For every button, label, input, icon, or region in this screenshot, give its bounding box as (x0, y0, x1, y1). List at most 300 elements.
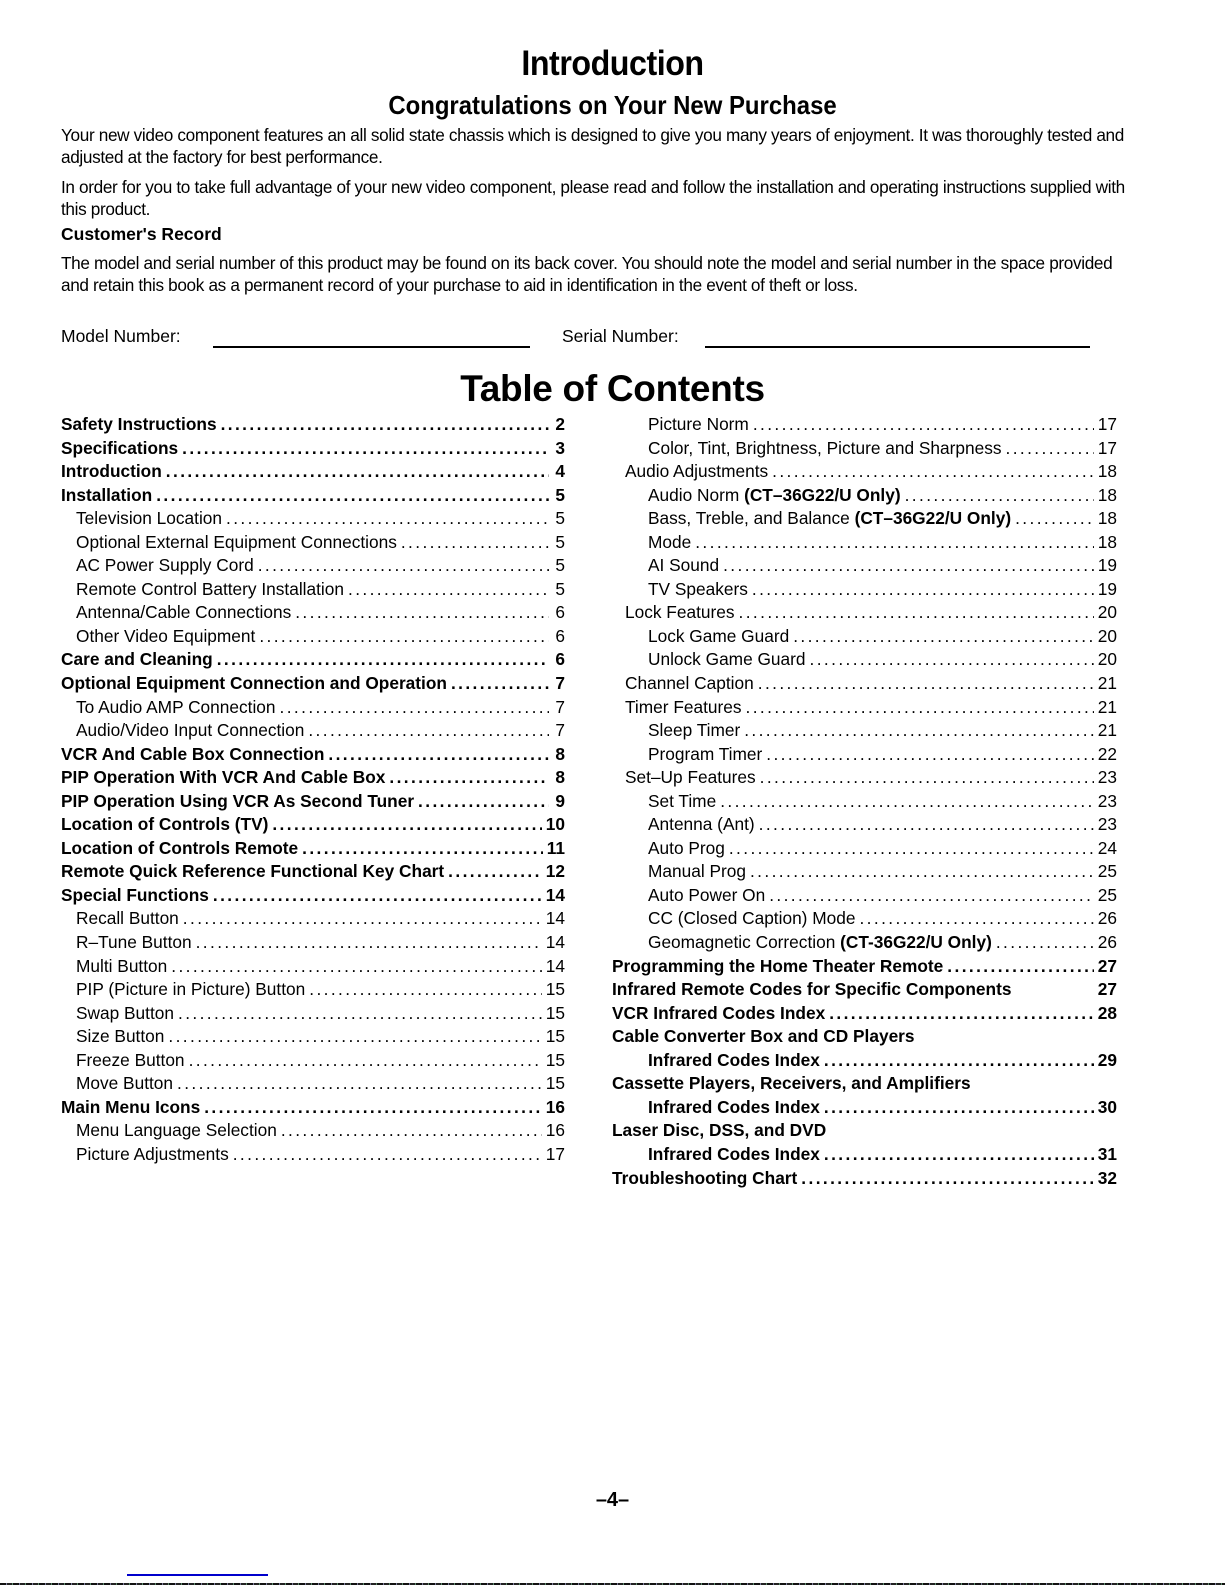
toc-entry (61, 602, 565, 626)
toc-entry-label (648, 438, 1002, 459)
toc-entry-label (648, 744, 762, 765)
toc-entry (61, 461, 565, 485)
toc-entry (61, 1026, 565, 1050)
toc-entry-title: TV Speakers (648, 578, 748, 599)
toc-entry-label (648, 579, 748, 600)
dot-leader (772, 461, 1094, 482)
toc-entry-page: 6 (555, 602, 565, 623)
toc-entry-title: Timer Features (625, 696, 742, 717)
dot-leader (258, 555, 549, 576)
toc-entry (61, 744, 565, 768)
toc-entry-title: Audio Adjustments (625, 461, 769, 482)
toc-entry-title: Unlock Game Guard (648, 649, 806, 670)
toc-entry-label (76, 979, 305, 1000)
toc-entry-title: Size Button (76, 1026, 165, 1047)
toc-entry-title: Laser Disc, DSS, and DVD (612, 1120, 827, 1141)
toc-entry-page: 18 (1097, 531, 1117, 552)
toc-entry (61, 438, 565, 462)
toc-entry-title: Manual Prog (648, 861, 746, 882)
dot-leader (947, 956, 1093, 977)
toc-entry (61, 1003, 565, 1027)
page-number: –4– (595, 1489, 630, 1511)
toc-entry (61, 885, 565, 909)
toc-entry-title: AC Power Supply Cord (76, 555, 254, 576)
dot-leader (1015, 508, 1094, 529)
toc-entry-page: 21 (1097, 720, 1117, 741)
toc-entry-title: Freeze Button (76, 1049, 185, 1070)
intro-paragraph-3: The model and serial number of this product may be found on its back cover. You should note the model and serial number in the space provided and retain this book as a permanent record of your purchase to aid in identification in the event of theft or loss. (61, 253, 1113, 295)
toc-entry (61, 414, 565, 438)
toc-entry (612, 956, 1117, 980)
toc-entry-page: 14 (545, 884, 565, 905)
dot-leader (824, 1050, 1094, 1071)
toc-entry-title: Auto Power On (648, 884, 766, 905)
dot-leader (753, 414, 1094, 435)
dot-leader (723, 555, 1094, 576)
toc-entry-label (648, 555, 719, 576)
toc-entry-title: To Audio AMP Connection (76, 696, 276, 717)
intro-paragraph-2: In order for you to take full advantage of your new video component, please read and follow the installation and operating instructions supplied with this product. (61, 177, 1125, 219)
toc-entry-page: 17 (1097, 437, 1117, 458)
toc-entry (61, 532, 565, 556)
toc-entry-label (76, 1073, 173, 1094)
toc-entry-label (612, 1026, 915, 1047)
dot-leader (758, 673, 1094, 694)
toc-entry-page: 15 (545, 1026, 565, 1047)
toc-entry-title: PIP Operation With VCR And Cable Box (61, 767, 386, 788)
dot-leader (171, 956, 542, 977)
toc-entry (61, 767, 565, 791)
dot-leader (1006, 438, 1094, 459)
toc-entry-page: 30 (1097, 1096, 1117, 1117)
toc-entry (612, 767, 1117, 791)
toc-entry (61, 814, 565, 838)
toc-entry (61, 861, 565, 885)
dot-leader (281, 1120, 542, 1141)
toc-entry-page: 20 (1097, 649, 1117, 670)
toc-title: Table of Contents (460, 368, 765, 409)
dot-leader (744, 720, 1094, 741)
toc-entry-title: Set Time (648, 790, 717, 811)
toc-entry-page: 8 (555, 767, 565, 788)
toc-entry-page: 15 (545, 979, 565, 1000)
toc-entry (61, 673, 565, 697)
toc-entry-label (648, 508, 1011, 529)
toc-entry-label (76, 1003, 174, 1024)
toc-entry-label (648, 908, 855, 929)
toc-entry-page: 7 (555, 696, 565, 717)
toc-entry-label (648, 649, 806, 670)
toc-entry-label (612, 1073, 971, 1094)
dot-leader (178, 1003, 542, 1024)
toc-entry-title: Channel Caption (625, 673, 754, 694)
toc-entry (612, 1073, 1117, 1097)
toc-entry-title: Picture Norm (648, 414, 749, 434)
toc-entry (612, 744, 1117, 768)
toc-entry-label (76, 697, 276, 718)
toc-entry (61, 932, 565, 956)
toc-entry (61, 720, 565, 744)
toc-entry-title: Bass, Treble, and Balance (648, 508, 850, 529)
dot-leader (204, 1097, 542, 1118)
toc-entry-page: 7 (555, 673, 565, 694)
toc-entry-label (76, 532, 397, 553)
toc-entry (61, 791, 565, 815)
page-subtitle: Congratulations on Your New Purchase (388, 90, 837, 120)
dot-leader (695, 532, 1094, 553)
dot-leader (759, 814, 1094, 835)
toc-entry-label (76, 602, 291, 623)
serial-number-field (705, 346, 1090, 348)
dot-leader (309, 979, 542, 1000)
page-title: Introduction (521, 44, 704, 83)
toc-entry (612, 532, 1117, 556)
toc-entry-page: 18 (1097, 461, 1117, 482)
toc-entry-title: AI Sound (648, 555, 720, 576)
toc-entry-page: 20 (1097, 602, 1117, 623)
toc-entry-label (61, 461, 162, 482)
dot-leader (824, 1097, 1094, 1118)
dot-leader (824, 1144, 1094, 1165)
dot-leader (308, 720, 549, 741)
toc-entry-page: 26 (1097, 932, 1117, 953)
toc-entry-title: Specifications (61, 437, 179, 458)
toc-entry-label (648, 861, 746, 882)
toc-entry-label (648, 1144, 820, 1165)
toc-entry-label (61, 767, 385, 788)
toc-entry (612, 461, 1117, 485)
intro-paragraph-1: Your new video component features an all solid state chassis which is designed to give you many years of enjoyment. It was thoroughly tested and adjusted at the factory for best performance. (61, 125, 1124, 167)
toc-entry-page: 2 (555, 414, 565, 434)
dot-leader (389, 767, 549, 788)
toc-entry (612, 1097, 1117, 1121)
toc-entry-label (612, 979, 1011, 1000)
toc-entry-label (648, 838, 725, 859)
toc-entry-label (61, 885, 209, 906)
toc-entry-model-note: (CT-36G22/U Only) (840, 932, 992, 953)
toc-entry-label (76, 508, 222, 529)
toc-entry (612, 579, 1117, 603)
toc-entry-title: VCR And Cable Box Connection (61, 743, 325, 764)
toc-entry-page: 14 (545, 955, 565, 976)
dot-leader (226, 508, 549, 529)
toc-entry-title: Care and Cleaning (61, 649, 213, 670)
toc-entry-label (76, 1050, 185, 1071)
toc-entry-page: 23 (1097, 790, 1117, 811)
toc-entry-page: 5 (555, 578, 565, 599)
toc-entry-page: 5 (555, 531, 565, 552)
toc-entry-title: Cassette Players, Receivers, and Amplifiers (612, 1073, 971, 1094)
toc-entry-page: 4 (555, 461, 565, 482)
dot-leader (401, 532, 549, 553)
toc-entry-page: 25 (1097, 861, 1117, 882)
toc-entry (612, 414, 1117, 438)
toc-entry (61, 1097, 565, 1121)
toc-entry-page: 5 (555, 508, 565, 529)
dot-leader (766, 744, 1093, 765)
toc-entry (612, 508, 1117, 532)
toc-entry-title: Audio/Video Input Connection (76, 720, 305, 741)
toc-entry (61, 579, 565, 603)
toc-entry-page: 19 (1097, 578, 1117, 599)
toc-entry-page: 15 (545, 1002, 565, 1023)
toc-entry-page: 17 (1097, 414, 1117, 434)
model-number-label: Model Number: (61, 326, 181, 346)
toc-entry-title: Introduction (61, 461, 162, 482)
toc-entry-page: 21 (1097, 696, 1117, 717)
dot-leader (750, 861, 1094, 882)
toc-entry (61, 485, 565, 509)
toc-entry-title: Auto Prog (648, 837, 725, 858)
toc-entry-title: Picture Adjustments (76, 1143, 229, 1164)
toc-entry-title: Infrared Codes Index (648, 1143, 820, 1164)
toc-entry-page: 8 (555, 743, 565, 764)
toc-entry-label (648, 1050, 820, 1071)
toc-entry (61, 956, 565, 980)
toc-entry-title: Infrared Codes Index (648, 1049, 820, 1070)
toc-entry-label (61, 744, 324, 765)
toc-entry-title: Other Video Equipment (76, 625, 256, 646)
dot-leader (996, 932, 1094, 953)
toc-entry (612, 1144, 1117, 1168)
toc-entry-page: 7 (555, 720, 565, 741)
toc-entry-label (61, 649, 213, 670)
toc-entry-title: Set–Up Features (625, 767, 756, 788)
dot-leader (280, 697, 549, 718)
toc-entry-title: Cable Converter Box and CD Players (612, 1026, 915, 1047)
toc-entry-label (648, 720, 740, 741)
toc-entry-label (61, 485, 152, 506)
toc-entry (612, 791, 1117, 815)
toc-entry-title: Swap Button (76, 1002, 174, 1023)
toc-entry (612, 485, 1117, 509)
toc-entry-label (648, 626, 789, 647)
dot-leader (213, 885, 542, 906)
toc-entry-model-note: (CT–36G22/U Only) (744, 484, 901, 505)
dot-leader (328, 744, 549, 765)
dot-leader (829, 1003, 1094, 1024)
toc-entry-title: Remote Quick Reference Functional Key Chart (61, 861, 445, 882)
toc-entry-page: 6 (555, 649, 565, 670)
toc-entry-model-note: (CT–36G22/U Only) (854, 508, 1012, 529)
toc-entry-page: 3 (555, 437, 565, 458)
toc-entry-page: 25 (1097, 884, 1117, 905)
dot-leader (752, 579, 1094, 600)
toc-entry-label (76, 555, 254, 576)
toc-entry-page: 22 (1097, 743, 1117, 764)
toc-entry (612, 838, 1117, 862)
toc-entry-label (625, 767, 756, 788)
toc-entry-title: Infrared Codes Index (648, 1096, 820, 1117)
toc-entry-label (61, 673, 447, 694)
toc-entry-title: Programming the Home Theater Remote (612, 955, 944, 976)
toc-entry-page: 29 (1097, 1049, 1117, 1070)
toc-entry-label (648, 932, 992, 953)
toc-entry-page: 27 (1097, 955, 1117, 976)
toc-entry-page: 17 (545, 1143, 565, 1164)
toc-right-column (612, 414, 1117, 1191)
toc-entry-label (612, 1003, 825, 1024)
toc-entry-label (61, 791, 414, 812)
toc-entry-label (648, 791, 716, 812)
toc-entry-label (76, 1120, 277, 1141)
toc-entry-label (648, 414, 749, 435)
toc-entry-page: 16 (545, 1120, 565, 1141)
toc-entry (61, 626, 565, 650)
dot-leader (259, 626, 549, 647)
toc-entry-title: Main Menu Icons (61, 1096, 201, 1117)
toc-entry-title: Geomagnetic Correction (648, 932, 836, 953)
serial-number-label: Serial Number: (562, 326, 679, 346)
dot-leader (295, 602, 549, 623)
dot-leader (217, 649, 549, 670)
toc-entry-title: Multi Button (76, 955, 168, 976)
toc-entry (612, 720, 1117, 744)
toc-entry-title: PIP (Picture in Picture) Button (76, 979, 306, 1000)
dot-leader (451, 673, 549, 694)
toc-entry (61, 1144, 565, 1168)
toc-entry-page: 14 (545, 908, 565, 929)
toc-entry (61, 908, 565, 932)
toc-entry-page: 19 (1097, 555, 1117, 576)
toc-entry-page: 21 (1097, 673, 1117, 694)
toc-entry (612, 626, 1117, 650)
toc-entry-label (625, 602, 735, 623)
toc-entry-title: Optional External Equipment Connections (76, 531, 397, 552)
toc-entry (61, 838, 565, 862)
toc-entry-title: Special Functions (61, 884, 209, 905)
toc-entry-page: 5 (555, 555, 565, 576)
toc-entry-page: 23 (1097, 767, 1117, 788)
dot-leader (156, 485, 549, 506)
toc-entry-title: Recall Button (76, 908, 179, 929)
toc-entry (612, 1168, 1117, 1192)
toc-entry-label (76, 579, 344, 600)
toc-entry-label (625, 697, 742, 718)
dot-leader (177, 1073, 542, 1094)
toc-entry-title: Infrared Remote Codes for Specific Components (612, 979, 1012, 1000)
dot-leader (418, 791, 549, 812)
dot-leader (810, 649, 1094, 670)
dot-leader (348, 579, 549, 600)
toc-entry-page: 14 (545, 932, 565, 953)
toc-entry (612, 673, 1117, 697)
toc-entry-title: Location of Controls Remote (61, 837, 299, 858)
toc-entry-label (612, 956, 943, 977)
toc-entry-page: 27 (1097, 979, 1117, 1000)
toc-entry (612, 697, 1117, 721)
toc-entry-page: 31 (1097, 1143, 1117, 1164)
toc-entry-page: 5 (555, 484, 565, 505)
toc-entry-page: 24 (1097, 837, 1117, 858)
toc-entry-title: Antenna/Cable Connections (76, 602, 292, 623)
dot-leader (739, 602, 1094, 623)
dot-leader (168, 1026, 541, 1047)
toc-entry-label (61, 861, 444, 882)
toc-entry-title: Location of Controls (TV) (61, 814, 269, 835)
toc-entry-page: 15 (545, 1049, 565, 1070)
dot-leader (272, 814, 541, 835)
dot-leader (801, 1168, 1093, 1189)
toc-entry (612, 885, 1117, 909)
toc-entry-page: 18 (1097, 508, 1117, 529)
dot-leader (221, 414, 549, 435)
toc-entry (61, 979, 565, 1003)
customer-record-heading: Customer's Record (61, 224, 222, 244)
toc-entry-page: 20 (1097, 625, 1117, 646)
toc-entry-title: Color, Tint, Brightness, Picture and Sharpness (648, 437, 1002, 458)
dot-leader (233, 1144, 542, 1165)
toc-entry (612, 908, 1117, 932)
toc-entry-title: Mode (648, 531, 692, 552)
toc-entry-title: Remote Control Battery Installation (76, 578, 344, 599)
toc-entry-title: VCR Infrared Codes Index (612, 1002, 826, 1023)
toc-entry-title: Program Timer (648, 743, 763, 764)
dot-leader (302, 838, 543, 859)
dot-leader (746, 697, 1094, 718)
toc-entry-label (61, 438, 178, 459)
toc-entry-page: 32 (1097, 1167, 1117, 1188)
scan-artifact-line (127, 1574, 268, 1576)
toc-entry (612, 932, 1117, 956)
toc-entry-page: 9 (555, 790, 565, 811)
dot-leader (760, 767, 1094, 788)
toc-entry (612, 649, 1117, 673)
toc-entry (612, 602, 1117, 626)
toc-entry (612, 979, 1117, 1003)
toc-entry-page: 11 (546, 837, 565, 858)
toc-entry-title: Television Location (76, 508, 223, 529)
dot-leader (182, 438, 549, 459)
toc-entry-label (648, 885, 765, 906)
toc-entry-label (76, 720, 304, 741)
toc-entry-page: 28 (1097, 1002, 1117, 1023)
toc-entry (612, 814, 1117, 838)
toc-entry (612, 861, 1117, 885)
toc-entry-page: 16 (545, 1096, 565, 1117)
toc-entry-title: Optional Equipment Connection and Operation (61, 673, 447, 694)
dot-leader (183, 908, 542, 929)
toc-entry-title: PIP Operation Using VCR As Second Tuner (61, 790, 415, 811)
toc-entry (612, 1120, 1117, 1144)
toc-entry-label (76, 1026, 164, 1047)
toc-entry-label (612, 1120, 826, 1141)
toc-entry-title: Sleep Timer (648, 720, 741, 741)
toc-entry (612, 555, 1117, 579)
toc-entry-page: 12 (545, 861, 565, 882)
toc-entry-label (76, 956, 167, 977)
toc-entry (61, 1050, 565, 1074)
toc-entry-page: 23 (1097, 814, 1117, 835)
dot-leader (793, 626, 1094, 647)
toc-entry-label (76, 626, 255, 647)
dot-leader (729, 838, 1094, 859)
dot-leader (196, 932, 542, 953)
toc-entry (612, 438, 1117, 462)
toc-entry (612, 1003, 1117, 1027)
toc-entry-title: Audio Norm (648, 484, 740, 505)
toc-entry-label (76, 932, 192, 953)
toc-entry (61, 555, 565, 579)
toc-entry-label (625, 461, 768, 482)
toc-entry-page: 10 (545, 814, 565, 835)
dot-leader (905, 485, 1094, 506)
toc-entry-title: CC (Closed Caption) Mode (648, 908, 856, 929)
toc-entry-title: Installation (61, 484, 153, 505)
dot-leader (448, 861, 542, 882)
toc-entry (612, 1050, 1117, 1074)
toc-entry (61, 1073, 565, 1097)
